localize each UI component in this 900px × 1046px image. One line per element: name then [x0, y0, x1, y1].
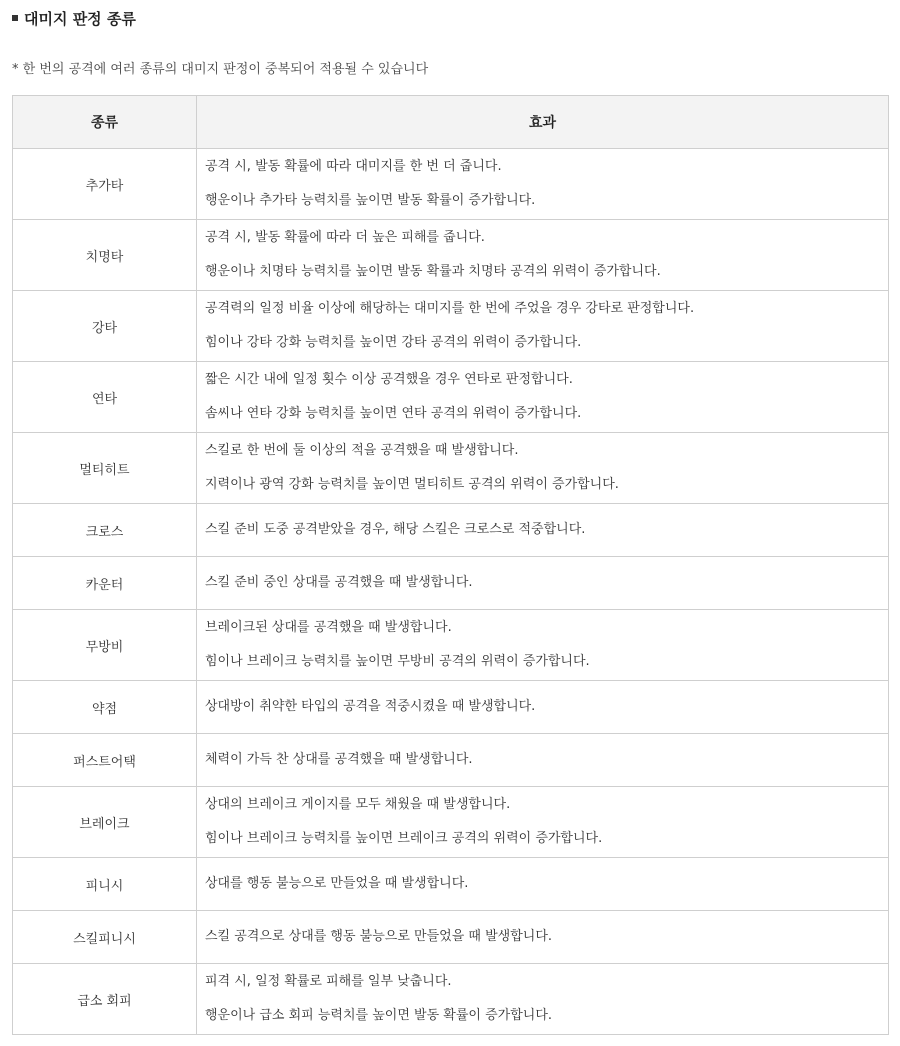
- square-bullet-icon: [12, 15, 18, 21]
- damage-type-effect: [197, 911, 889, 964]
- damage-type-effect: [197, 787, 889, 858]
- effect-line: 힘이나 강타 강화 능력치를 높이면 강타 공격의 위력이 증가합니다.: [205, 335, 582, 350]
- damage-type-name: 치명타: [13, 220, 197, 291]
- effect-line: 체력이 가득 찬 상대를 공격했을 때 발생합니다.: [205, 752, 473, 767]
- header-type: 종류: [13, 96, 197, 149]
- damage-type-name: 퍼스트어택: [13, 734, 197, 787]
- table-row: [13, 787, 889, 858]
- damage-type-name: 스킬피니시: [13, 911, 197, 964]
- damage-type-effect: [197, 149, 889, 220]
- damage-type-effect: [197, 734, 889, 787]
- effect-line: 짧은 시간 내에 일정 횟수 이상 공격했을 경우 연타로 판정합니다.: [205, 372, 573, 387]
- damage-type-table: [12, 95, 889, 1035]
- effect-line: 공격 시, 발동 확률에 따라 대미지를 한 번 더 줍니다.: [205, 159, 502, 174]
- effect-line: 상대방이 취약한 타입의 공격을 적중시켰을 때 발생합니다.: [205, 699, 536, 714]
- damage-type-effect: [197, 220, 889, 291]
- section-note: * 한 번의 공격에 여러 종류의 대미지 판정이 중복되어 적용될 수 있습니다: [12, 61, 429, 77]
- header-effect: 효과: [197, 96, 889, 149]
- effect-line: 힘이나 브레이크 능력치를 높이면 브레이크 공격의 위력이 증가합니다.: [205, 831, 603, 846]
- damage-type-effect: [197, 362, 889, 433]
- effect-line: 힘이나 브레이크 능력치를 높이면 무방비 공격의 위력이 증가합니다.: [205, 654, 590, 669]
- table-row: [13, 362, 889, 433]
- effect-line: 스킬 준비 도중 공격받았을 경우, 해당 스킬은 크로스로 적중합니다.: [205, 522, 586, 537]
- damage-type-effect: [197, 964, 889, 1035]
- effect-line: 공격 시, 발동 확률에 따라 더 높은 피해를 줍니다.: [205, 230, 485, 245]
- effect-line: 브레이크된 상대를 공격했을 때 발생합니다.: [205, 620, 452, 635]
- effect-line: 스킬 준비 중인 상대를 공격했을 때 발생합니다.: [205, 575, 473, 590]
- table-row: [13, 681, 889, 734]
- damage-type-name: 멀티히트: [13, 433, 197, 504]
- effect-line: 스킬 공격으로 상대를 행동 불능으로 만들었을 때 발생합니다.: [205, 929, 553, 944]
- damage-type-name: 카운터: [13, 557, 197, 610]
- effect-line: 상대를 행동 불능으로 만들었을 때 발생합니다.: [205, 876, 469, 891]
- damage-type-effect: [197, 291, 889, 362]
- effect-line: 솜씨나 연타 강화 능력치를 높이면 연타 공격의 위력이 증가합니다.: [205, 406, 582, 421]
- damage-type-effect: [197, 557, 889, 610]
- table-row: [13, 858, 889, 911]
- damage-type-effect: [197, 504, 889, 557]
- table-row: [13, 557, 889, 610]
- damage-type-effect: [197, 858, 889, 911]
- damage-type-name: 약점: [13, 681, 197, 734]
- damage-type-effect: [197, 610, 889, 681]
- table-row: [13, 964, 889, 1035]
- damage-type-name: 피니시: [13, 858, 197, 911]
- damage-type-effect: [197, 433, 889, 504]
- damage-type-name: 추가타: [13, 149, 197, 220]
- effect-line: 상대의 브레이크 게이지를 모두 채웠을 때 발생합니다.: [205, 797, 511, 812]
- damage-type-name: 브레이크: [13, 787, 197, 858]
- section-heading: [12, 6, 136, 30]
- table-row: [13, 610, 889, 681]
- damage-type-name: 급소 회피: [13, 964, 197, 1035]
- damage-type-effect: [197, 681, 889, 734]
- damage-type-name: 무방비: [13, 610, 197, 681]
- section-title: 대미지 판정 종류: [24, 9, 136, 28]
- effect-line: 공격력의 일정 비율 이상에 해당하는 대미지를 한 번에 주었을 경우 강타로 판정합니다.: [205, 301, 695, 316]
- table-row: [13, 433, 889, 504]
- table-row: [13, 911, 889, 964]
- effect-line: 행운이나 추가타 능력치를 높이면 발동 확률이 증가합니다.: [205, 193, 536, 208]
- table-row: [13, 504, 889, 557]
- table-row: [13, 734, 889, 787]
- effect-line: 행운이나 급소 회피 능력치를 높이면 발동 확률이 증가합니다.: [205, 1008, 553, 1023]
- table-row: [13, 291, 889, 362]
- table-header-row: [13, 96, 889, 149]
- effect-line: 행운이나 치명타 능력치를 높이면 발동 확률과 치명타 공격의 위력이 증가합니다.: [205, 264, 661, 279]
- effect-line: 피격 시, 일정 확률로 피해를 일부 낮춥니다.: [205, 974, 452, 989]
- damage-type-name: 연타: [13, 362, 197, 433]
- effect-line: 스킬로 한 번에 둘 이상의 적을 공격했을 때 발생합니다.: [205, 443, 519, 458]
- table-row: [13, 220, 889, 291]
- effect-line: 지력이나 광역 강화 능력치를 높이면 멀티히트 공격의 위력이 증가합니다.: [205, 477, 619, 492]
- damage-type-name: 크로스: [13, 504, 197, 557]
- table-row: [13, 149, 889, 220]
- damage-type-name: 강타: [13, 291, 197, 362]
